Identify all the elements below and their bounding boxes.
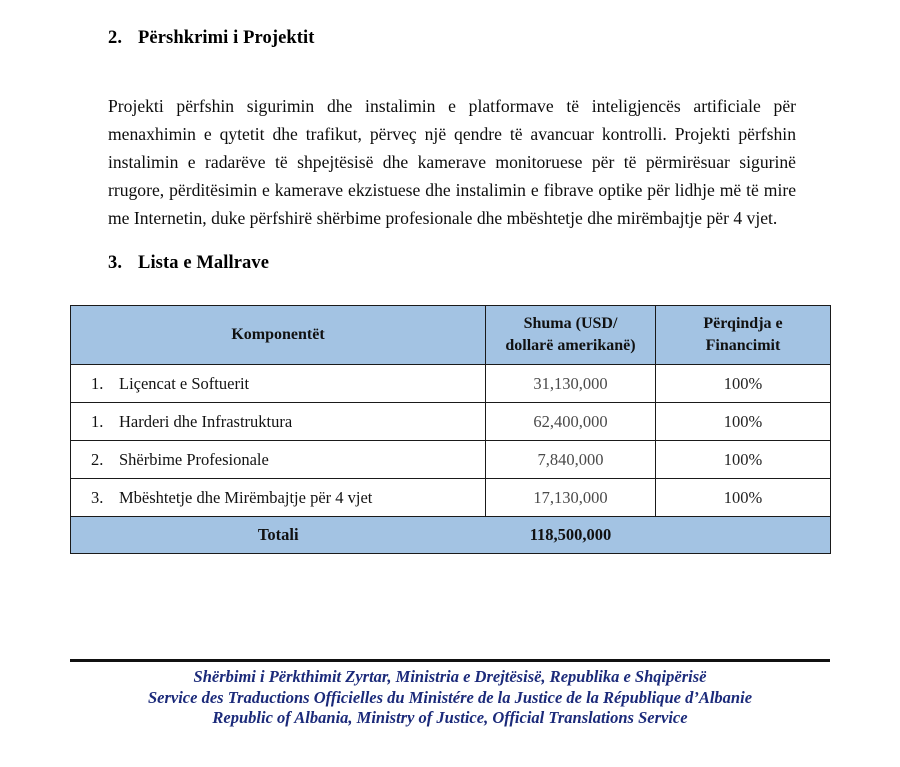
cell-amount: 62,400,000 (486, 403, 656, 441)
project-description-paragraph: Projekti përfshin sigurimin dhe instalimin e platformave të inteligjencës artificiale për menaxhimin e qytetit dhe trafikut, përveç një qendre të avancuar kontrolli. Projekti përfshin instalimin e radarëve të shpejtësisë dhe kamerave monitoruese për të përmirësuar sigurinë rrugore, përditësimin e kamerave ekzistuese dhe instalimin e fibrave optike për lidhje më të mire me Internetin, duke përfshirë shërbime profesionale dhe mbështetje dhe mirëmbajtje për 4 vjet. (108, 95, 796, 229)
section-heading-2 (108, 28, 315, 49)
footer-line-english: Republic of Albania, Ministry of Justice, Official Translations Service (212, 708, 688, 727)
footer-divider (70, 659, 830, 662)
cell-percent: 100% (656, 403, 831, 441)
row-component-label: Liçencat e Softuerit (119, 373, 250, 393)
total-amount: 118,500,000 (486, 517, 656, 554)
goods-list-table (70, 305, 831, 554)
footer-line-french: Service des Traductions Officielles du Ministére de la Justice de la République d’Albanie (147, 687, 753, 707)
column-header-amount (486, 306, 656, 365)
section-title: Lista e Mallrave (138, 253, 270, 273)
table-row (71, 479, 831, 517)
row-component-label: Shërbime Profesionale (119, 449, 269, 469)
translation-service-footer (70, 667, 830, 729)
table-header-row (71, 306, 831, 365)
column-header-components: Komponentët (71, 306, 486, 365)
section-number: 3. (108, 253, 123, 273)
row-index: 1. (91, 373, 104, 393)
row-index: 1. (91, 411, 104, 431)
column-header-percent-line1: Përqindja e (703, 315, 783, 332)
row-component-label: Mbështetje dhe Mirëmbajtje për 4 vjet (119, 487, 373, 507)
table-row (71, 441, 831, 479)
column-header-percent (656, 306, 831, 365)
cell-amount: 31,130,000 (486, 365, 656, 403)
column-header-percent-line2: Financimit (705, 337, 781, 354)
cell-component (71, 365, 486, 403)
section-title: Përshkrimi i Projektit (138, 28, 315, 48)
cell-amount: 17,130,000 (486, 479, 656, 517)
total-label: Totali (71, 517, 486, 554)
row-index: 2. (91, 449, 104, 469)
table-row (71, 403, 831, 441)
cell-percent: 100% (656, 365, 831, 403)
cell-component (71, 403, 486, 441)
cell-component (71, 479, 486, 517)
table-total-row (71, 517, 831, 554)
footer-line-albanian: Shërbimi i Përkthimit Zyrtar, Ministria e Drejtësisë, Republika e Shqipërisë (193, 667, 707, 686)
row-index: 3. (91, 487, 104, 507)
cell-percent: 100% (656, 479, 831, 517)
column-header-amount-line1: Shuma (USD/ (523, 315, 618, 332)
cell-amount: 7,840,000 (486, 441, 656, 479)
cell-component (71, 441, 486, 479)
row-component-label: Harderi dhe Infrastruktura (119, 411, 293, 431)
column-header-amount-line2: dollarë amerikanë) (505, 337, 636, 354)
table-header (71, 306, 831, 365)
table-row (71, 365, 831, 403)
section-heading-3 (108, 253, 269, 274)
section-number: 2. (108, 28, 123, 48)
cell-percent: 100% (656, 441, 831, 479)
table-body (71, 365, 831, 554)
total-percent (656, 517, 831, 554)
